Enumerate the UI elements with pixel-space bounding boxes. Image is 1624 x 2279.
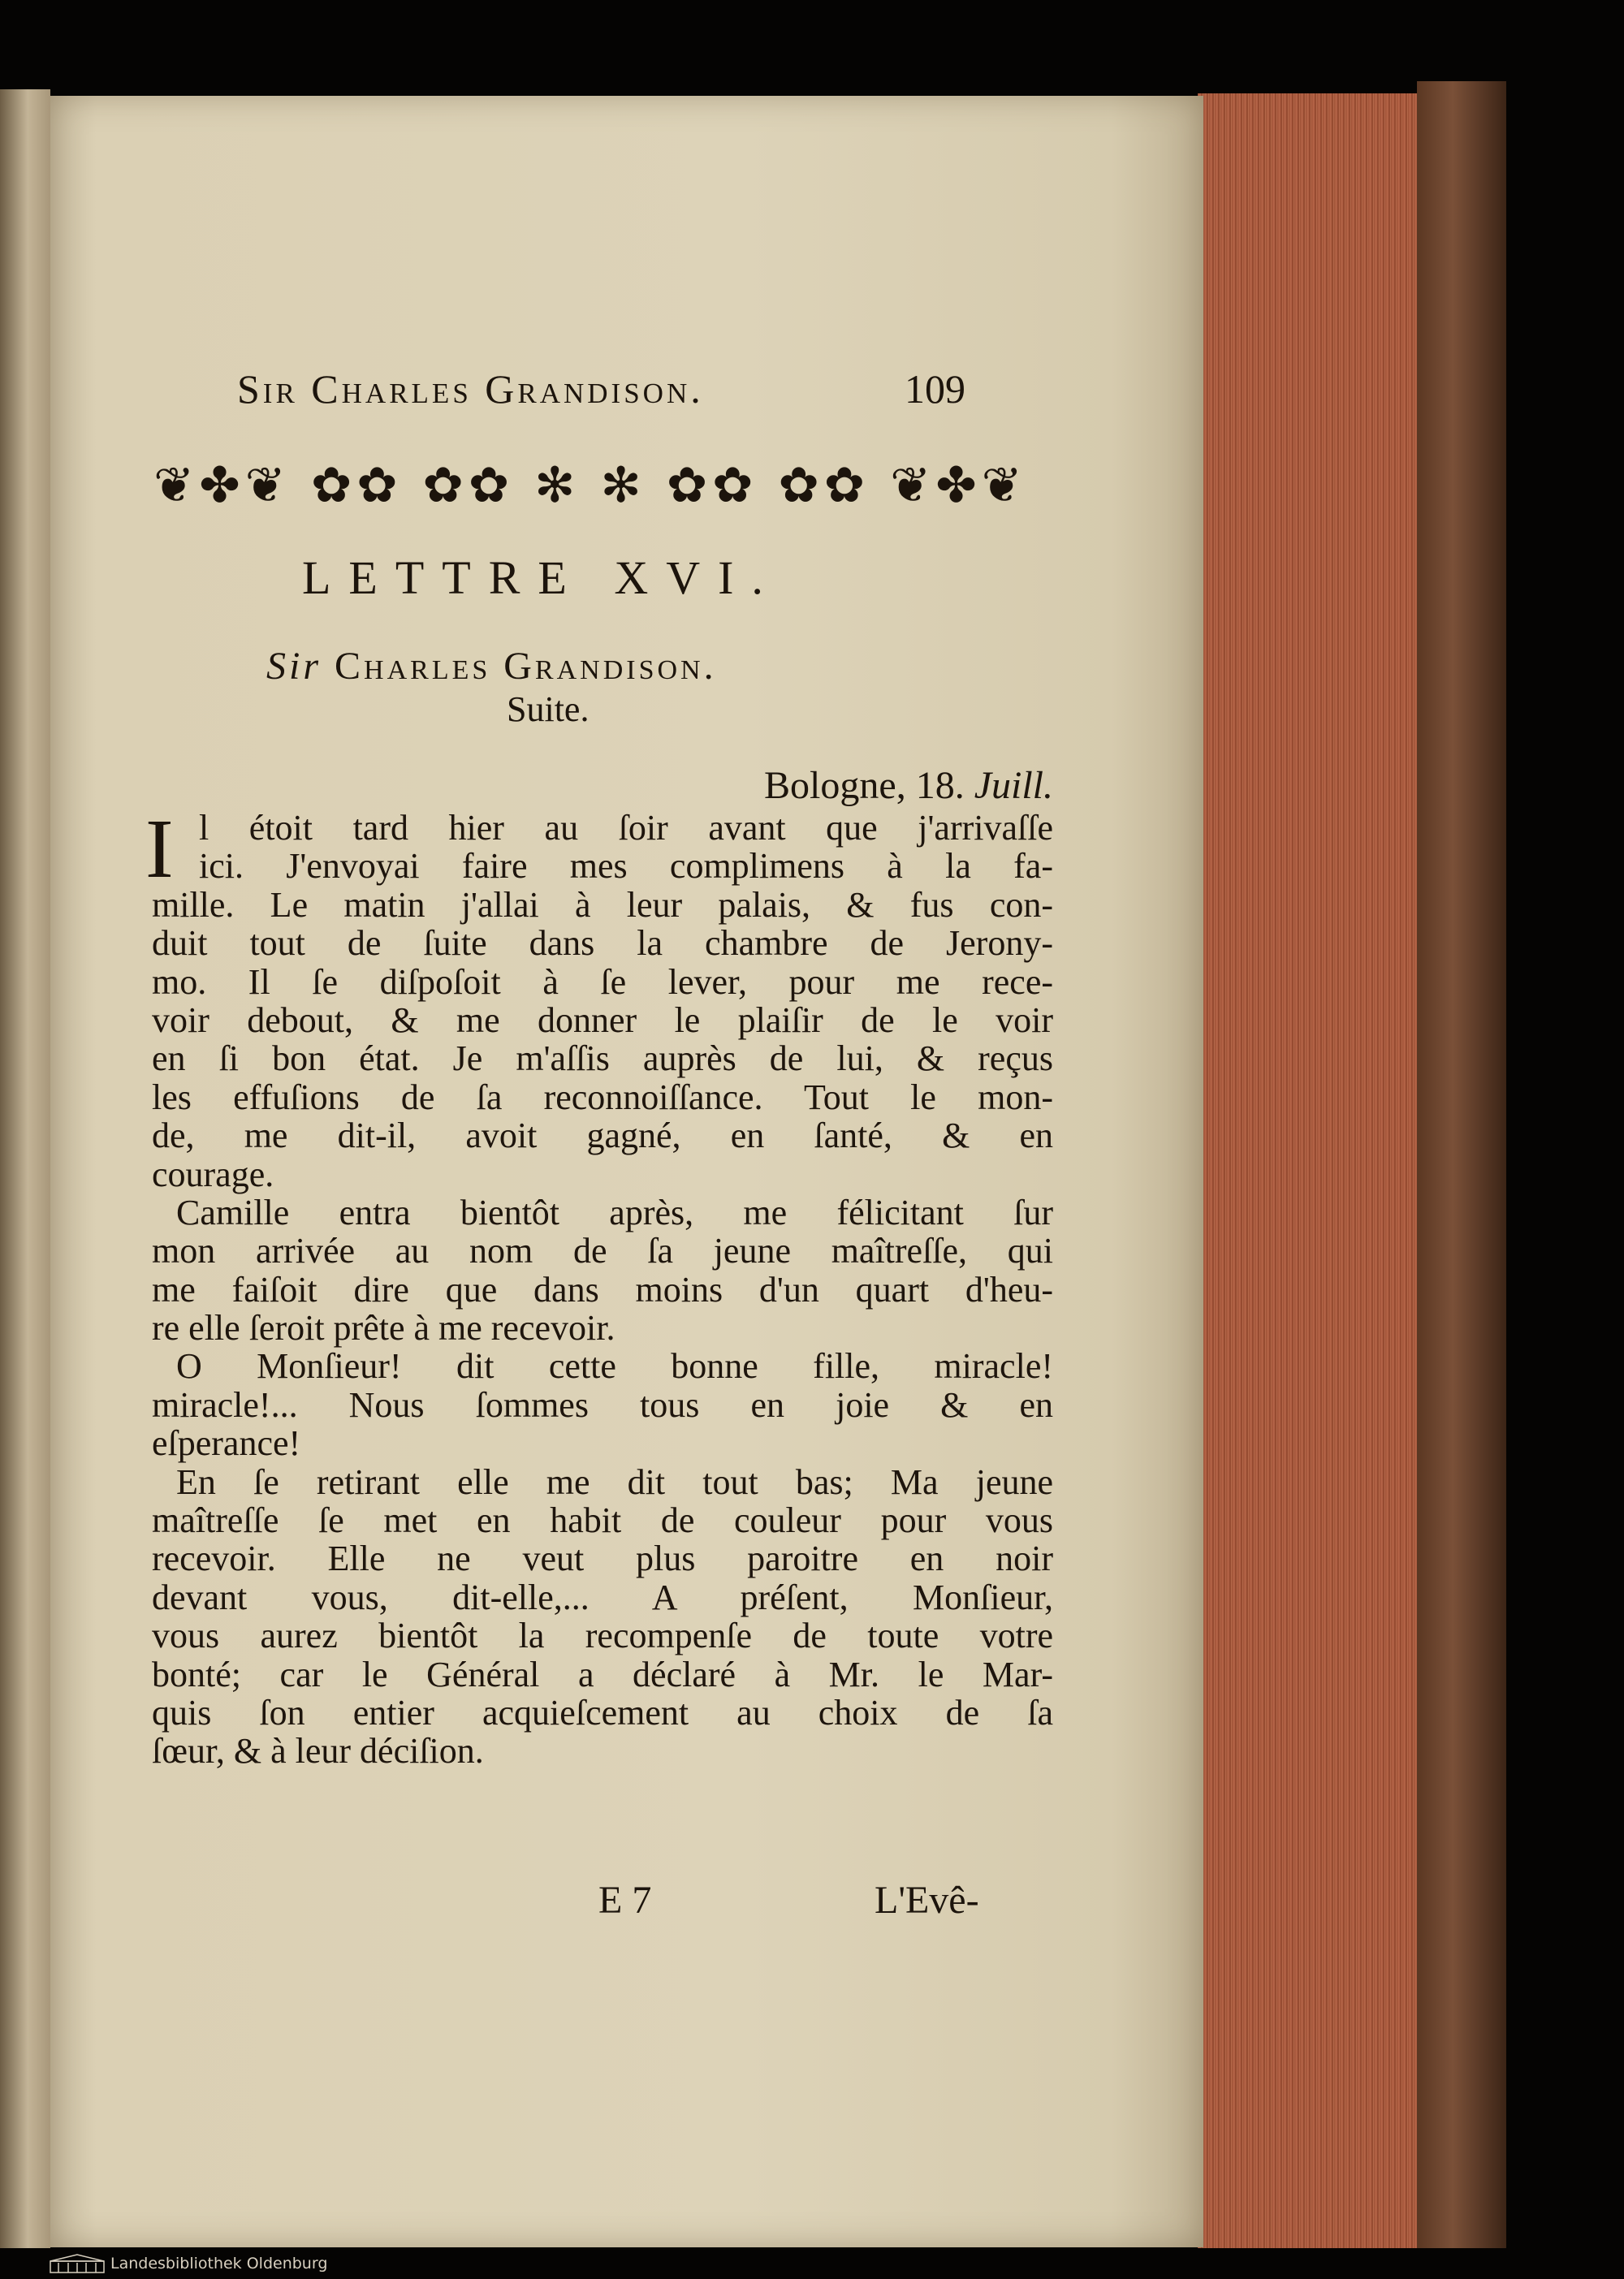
text-line: mon arrivée au nom de ſa jeune maîtreſſe, qui bbox=[152, 1231, 1053, 1271]
correspondent-name: Charles Grandison. bbox=[335, 645, 717, 688]
page-footer bbox=[50, 1878, 1203, 1927]
text-line: mo. Il ſe diſpoſoit à ſe lever, pour me rece- bbox=[152, 961, 1053, 1002]
page-number: 109 bbox=[905, 366, 965, 412]
letter-body bbox=[145, 802, 1053, 1772]
text-line: de, me dit-il, avoit gagné, en ſanté, & en bbox=[152, 1116, 1053, 1156]
text-line: quis ſon entier acquieſcement au choix de ſa bbox=[152, 1692, 1053, 1733]
text-line: bonté; car le Général a déclaré à Mr. le Mar- bbox=[152, 1654, 1053, 1694]
drop-cap: I bbox=[145, 802, 174, 896]
date-month: Juill. bbox=[974, 764, 1053, 807]
library-name: Landesbibliothek Oldenburg bbox=[110, 2255, 328, 2273]
library-watermark-bar bbox=[0, 2248, 1624, 2279]
catchword: L'Evê- bbox=[875, 1879, 979, 1922]
ornament-band: ❦✤❦ ✿✿ ✿✿ ✻ ✻ ✿✿ ✿✿ ❦✤❦ bbox=[153, 457, 1027, 514]
text-line: miracle!... Nous ſommes tous en joie & en bbox=[152, 1384, 1053, 1425]
text-line: En ſe retirant elle me dit tout bas; Ma jeune bbox=[176, 1461, 1053, 1502]
text-line: les effuſions de ſa reconnoiſſance. Tout le mon- bbox=[152, 1077, 1053, 1117]
text-line: me faiſoit dire que dans moins d'un quart d'heu- bbox=[152, 1269, 1053, 1310]
text-line: Camille entra bientôt après, me félicitant ſur bbox=[176, 1192, 1053, 1232]
text-line: devant vous, dit-elle,... A préſent, Monſieur, bbox=[152, 1577, 1053, 1617]
signature-mark: E 7 bbox=[598, 1879, 652, 1922]
text-line: l étoit tard hier au ſoir avant que j'arrivaſſe bbox=[199, 808, 1053, 848]
text-line: courage. bbox=[152, 1154, 274, 1194]
running-title: Sir Charles Grandison. bbox=[237, 366, 704, 412]
date-place: Bologne, 18. bbox=[764, 764, 965, 807]
text-line: mille. Le matin j'allai à leur palais, & fus con- bbox=[152, 884, 1053, 925]
text-line: vous aurez bientôt la recompenſe de toute votre bbox=[152, 1616, 1053, 1656]
page-header bbox=[50, 365, 1203, 430]
text-line: maîtreſſe ſe met en habit de couleur pour vous bbox=[152, 1500, 1053, 1541]
left-page-edge bbox=[0, 89, 50, 2257]
text-line: re elle ſeroit prête à me recevoir. bbox=[152, 1308, 615, 1349]
book-page bbox=[50, 96, 1203, 2247]
letter-subtitle: Suite. bbox=[507, 689, 590, 729]
text-line: recevoir. Elle ne veut plus paroitre en noir bbox=[152, 1539, 1053, 1579]
text-line: O Monſieur! dit cette bonne fille, miracle! bbox=[176, 1346, 1053, 1387]
text-line: eſperance! bbox=[152, 1423, 301, 1464]
text-line: ſœur, & à leur déciſion. bbox=[152, 1731, 484, 1772]
text-line: ici. J'envoyai faire mes complimens à la fa- bbox=[199, 846, 1053, 887]
text-line: voir debout, & me donner le plaiſir de le voir bbox=[152, 999, 1053, 1040]
correspondent-sir: Sir bbox=[266, 645, 322, 688]
correspondent bbox=[266, 644, 717, 688]
text-line: en ſi bon état. Je m'aſſis auprès de lui, & reçus bbox=[152, 1038, 1053, 1079]
letter-title: LETTRE XVI. bbox=[302, 551, 781, 604]
text-line: duit tout de ſuite dans la chambre de Jerony- bbox=[152, 923, 1053, 964]
library-building-icon bbox=[49, 2253, 106, 2274]
dateline bbox=[764, 763, 1053, 808]
book-cover bbox=[1417, 81, 1506, 2265]
page-fore-edge bbox=[1198, 93, 1421, 2253]
